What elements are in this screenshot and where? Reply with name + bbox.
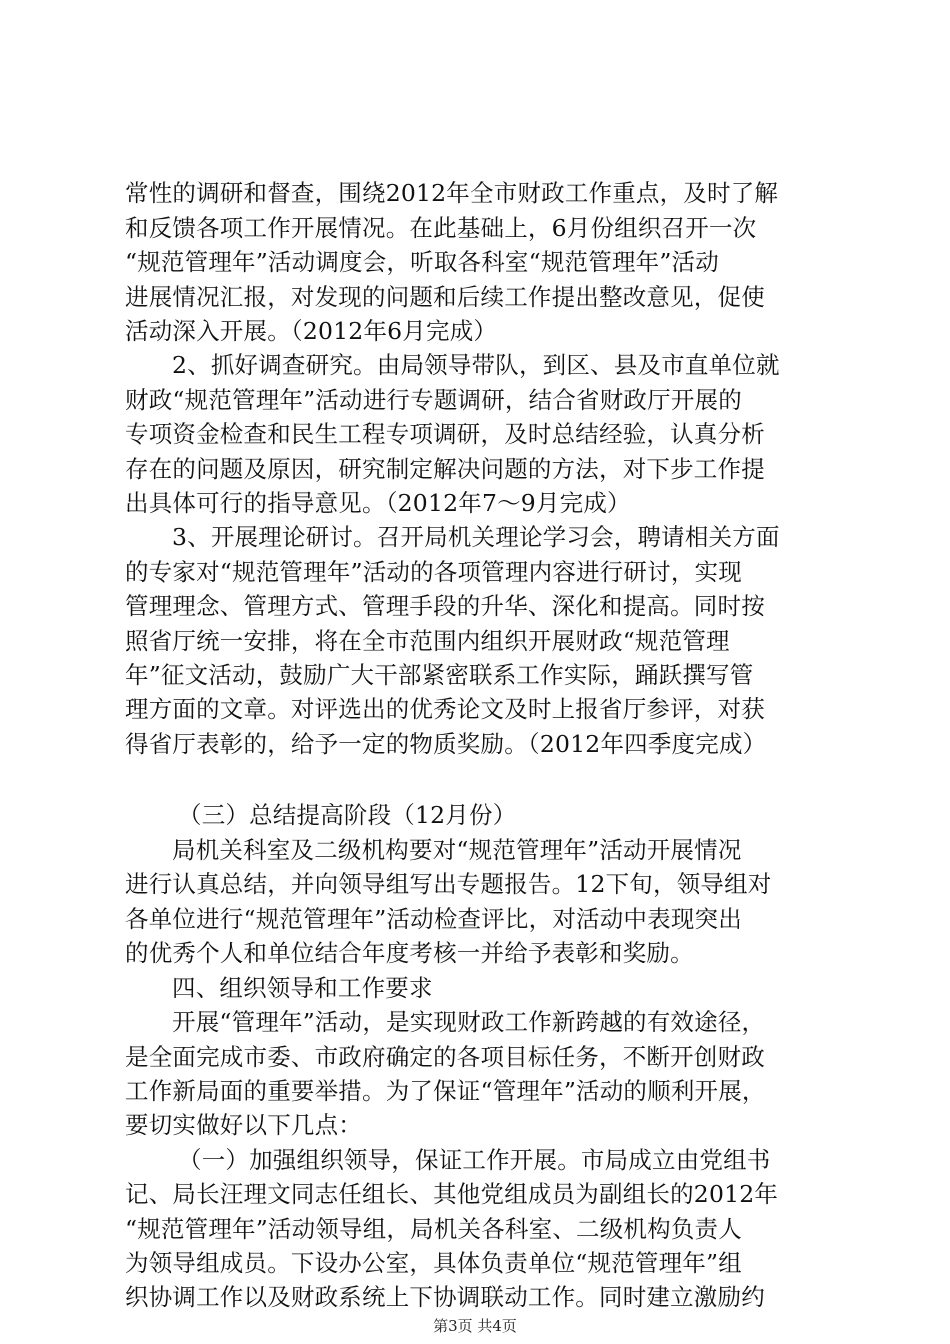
paragraph-line: 进行认真总结，并向领导组写出专题报告。12下旬，领导组对 [125,870,772,898]
paragraph-line: “规范管理年”活动调度会，听取各科室“规范管理年”活动 [125,248,719,276]
paragraph-line: 财政“规范管理年”活动进行专题调研，结合省财政厅开展的 [125,386,742,414]
paragraph-line: 为领导组成员。下设办公室，具体负责单位“规范管理年”组 [125,1249,742,1277]
paragraph-line: 和反馈各项工作开展情况。在此基础上，6月份组织召开一次 [125,214,757,242]
paragraph-line: 记、局长汪理文同志任组长、其他党组成员为副组长的2012年 [125,1180,779,1208]
paragraph-line: 出具体可行的指导意见。（2012年7～9月完成） [125,489,631,517]
paragraph-line: 各单位进行“规范管理年”活动检查评比，对活动中表现突出 [125,905,742,933]
paragraph-line: 专项资金检查和民生工程专项调研，及时总结经验，认真分析 [125,420,765,448]
paragraph-line: 常性的调研和督查，围绕2012年全市财政工作重点，及时了解 [125,179,779,207]
paragraph-line: 的优秀个人和单位结合年度考核一并给予表彰和奖励。 [125,939,694,967]
paragraph-line: 织协调工作以及财政系统上下协调联动工作。同时建立激励约 [125,1283,765,1311]
paragraph-line: （一）加强组织领导，保证工作开展。市局成立由党组书 [178,1146,771,1174]
paragraph-line: 照省厅统一安排，将在全市范围内组织开展财政“规范管理 [125,627,730,655]
paragraph-line: 是全面完成市委、市政府确定的各项目标任务，不断开创财政 [125,1043,765,1071]
paragraph-line: 工作新局面的重要举措。为了保证“管理年”活动的顺利开展， [125,1077,766,1105]
section-heading: 四、组织领导和工作要求 [172,974,433,1002]
paragraph-line: 局机关科室及二级机构要对“规范管理年”活动开展情况 [172,836,742,864]
paragraph-line: 开展“管理年”活动，是实现财政工作新跨越的有效途径， [172,1008,766,1036]
section-heading: （三）总结提高阶段（12月份） [178,801,517,829]
paragraph-line: 理方面的文章。对评选出的优秀论文及时上报省厅参评，对获 [125,695,765,723]
paragraph-line: 2、抓好调查研究。由局领导带队，到区、县及市直单位就 [172,351,780,379]
paragraph-line: 活动深入开展。（2012年6月完成） [125,317,498,345]
paragraph-line: 3、开展理论研讨。召开局机关理论学习会，聘请相关方面 [172,523,780,551]
page-footer: 第3页 共4页 [433,1317,517,1335]
paragraph-line: “规范管理年”活动领导组，局机关各科室、二级机构负责人 [125,1215,742,1243]
paragraph-line: 要切实做好以下几点： [125,1111,362,1139]
paragraph-line: 进展情况汇报，对发现的问题和后续工作提出整改意见，促使 [125,283,765,311]
paragraph-line: 管理理念、管理方式、管理手段的升华、深化和提高。同时按 [125,592,765,620]
paragraph-line: 得省厅表彰的，给予一定的物质奖励。（2012年四季度完成） [125,730,767,758]
paragraph-line: 的专家对“规范管理年”活动的各项管理内容进行研讨，实现 [125,558,742,586]
paragraph-line: 存在的问题及原因，研究制定解决问题的方法，对下步工作提 [125,455,765,483]
paragraph-line: 年”征文活动，鼓励广大干部紧密联系工作实际，踊跃撰写管 [125,661,754,689]
